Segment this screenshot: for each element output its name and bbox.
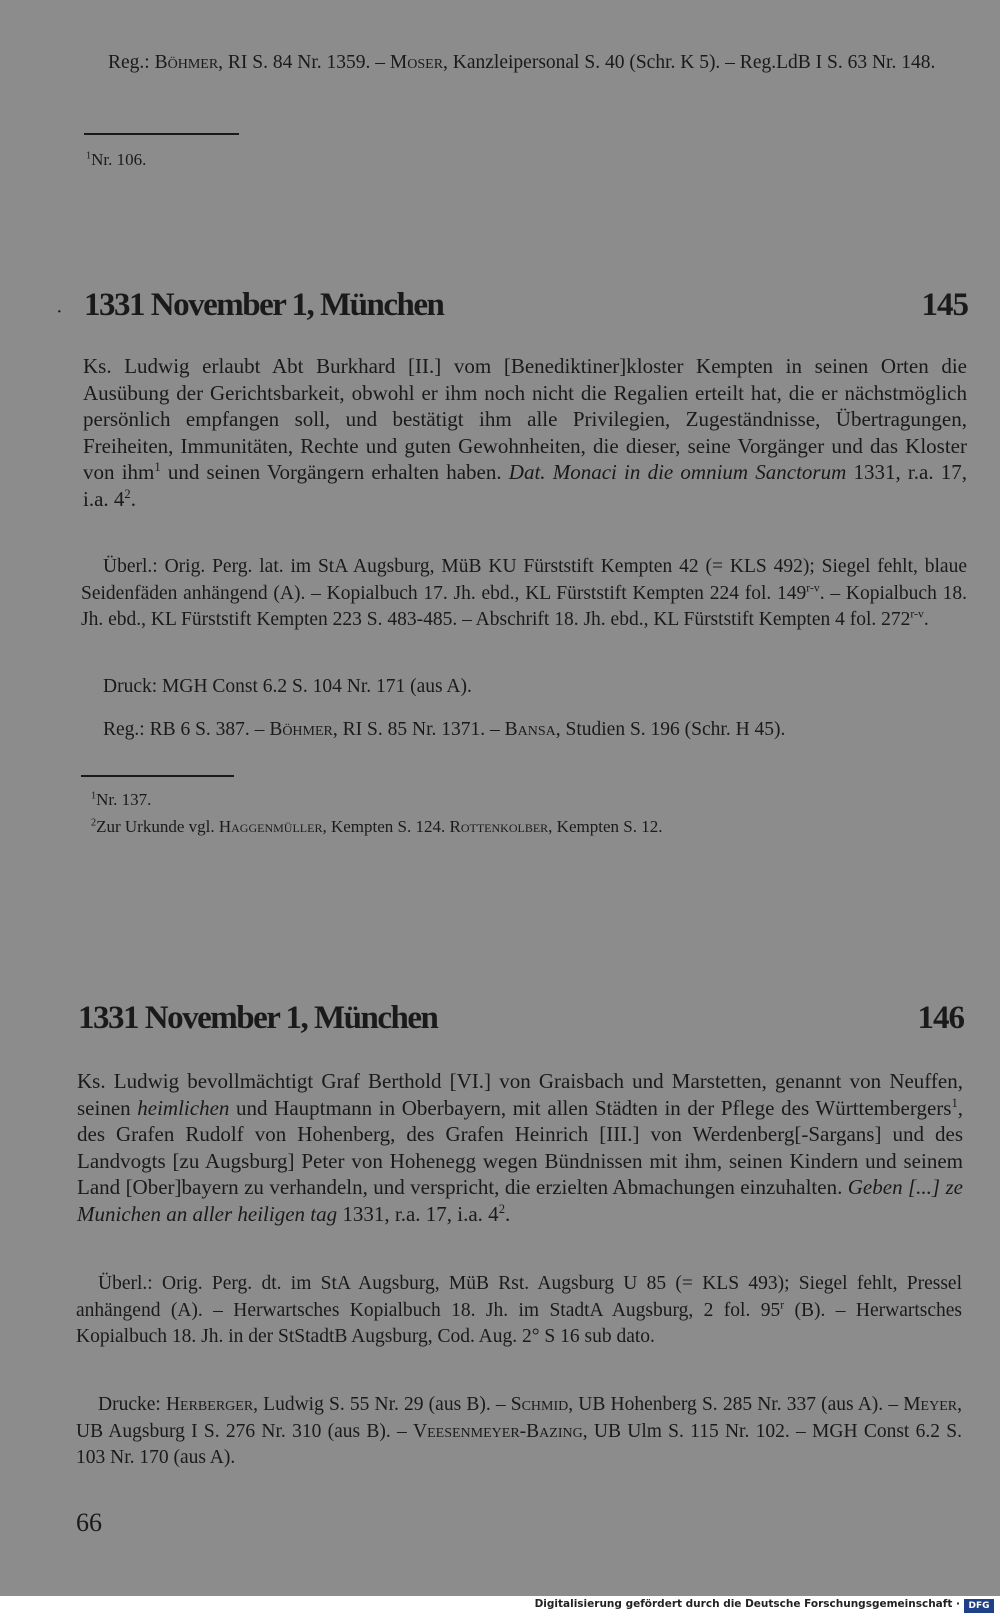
ueberl-text: . <box>923 609 929 630</box>
drucke-text: , Ludwig S. 55 Nr. 29 (aus B). – <box>253 1394 511 1415</box>
doc145-regest <box>103 717 963 744</box>
footer-bar <box>0 1596 1000 1616</box>
footnote-text: , Kempten S. 124. <box>322 817 450 836</box>
drucke-text: , UB Ulm S. 115 Nr. 102. – MGH Const 6.2 S. 103 Nr. 170 (aus A). <box>76 1420 962 1468</box>
doc146-ueberlieferung <box>76 1271 962 1351</box>
drucke-text: , UB Hohenberg S. 285 Nr. 337 (aus A). – <box>568 1394 904 1415</box>
drucke-text: , UB Augsburg I S. 276 Nr. 310 (aus B). – <box>76 1394 962 1442</box>
summary-text: und seinen Vorgängern erhalten haben. <box>160 460 509 484</box>
doc145-summary <box>83 353 967 512</box>
drucke-label: Drucke: <box>98 1394 166 1415</box>
footnote-text: Zur Urkunde vgl. <box>96 817 219 836</box>
author-herberger: Herberger <box>165 1394 254 1415</box>
footnote-mark: 1 <box>91 790 97 802</box>
footnote-mark: 1 <box>86 150 92 162</box>
page-number: 66 <box>76 1508 102 1537</box>
doc145-title: 1331 November 1, München <box>84 287 444 323</box>
doc145-ueberlieferung <box>81 554 967 634</box>
footnote-ref: 2 <box>124 486 131 501</box>
dating-clause: Geben [...] ze Munichen an aller heiligen tag <box>77 1175 963 1226</box>
doc146-summary <box>77 1068 963 1227</box>
folio-sup: r-v <box>910 607 924 621</box>
doc146-drucke <box>76 1392 962 1472</box>
author-meyer: Meyer <box>903 1394 958 1415</box>
footnote-rule <box>84 133 239 135</box>
doc146-title: 1331 November 1, München <box>78 1000 438 1036</box>
footnote-ref: 1 <box>951 1095 958 1110</box>
summary-text: . <box>504 1201 511 1226</box>
doc146-number: 146 <box>917 1000 964 1036</box>
dating-clause: Dat. Monaci in die omnium Sanctorum <box>508 460 847 484</box>
author-boehmer: Böhmer <box>154 52 219 73</box>
top-regest <box>86 50 946 77</box>
doc145-footnote-2 <box>91 815 971 838</box>
ueberl-text: Überl.: Orig. Perg. dt. im StA Augsburg, MüB Rst. Augsburg U 85 (= KLS 493); Siegel fehlt, Pressel anhängend (A). – Herwartsches Kopialbuch 18. Jh. im StadtA Augsburg, 2 fol. 95 <box>76 1273 962 1321</box>
footnote-mark: 2 <box>91 817 97 829</box>
reg-text: Reg.: RB 6 S. 387. – <box>103 719 270 740</box>
doc145-druck: Druck: MGH Const 6.2 S. 104 Nr. 171 (aus A). <box>103 676 472 697</box>
author-veesenmeyer-bazing: Veesenmeyer-Bazing <box>413 1420 583 1442</box>
footnote-text: Nr. 106. <box>91 150 147 169</box>
summary-text: Ks. Ludwig erlaubt Abt Burkhard [II.] vom [Benediktiner]kloster Kempten in seinen Orten die Ausübung der Gerichtsbarkeit, obwohl er ihm noch nicht die Regalien erteilt hat, die er nächstmöglich persönlich empfangen soll, und bestätigt ihm alle Privilegien, Zugeständnisse, Übertragungen, Freiheiten, Immunitäten, Rechte und guten Gewohnheiten, die dieser, seine Vorgänger und das Kloster von ihm <box>83 354 967 484</box>
summary-text: 1331, r.a. 17, i.a. 4 <box>83 460 968 511</box>
folio-sup: r-v <box>806 581 820 594</box>
footnote-ref: 1 <box>154 460 161 474</box>
summary-text: und Hauptmann in Oberbayern, mit allen Städten in der Pflege des Württembergers <box>229 1095 952 1120</box>
author-schmid: Schmid <box>510 1394 569 1415</box>
reg-label: Reg.: <box>108 52 150 73</box>
reg-text: , RI S. 85 Nr. 1371. – <box>332 719 505 740</box>
author-moser: Moser <box>389 52 444 73</box>
quoted-term: heimlichen <box>137 1095 230 1120</box>
funding-note: Digitalisierung gefördert durch die Deutsche Forschungsgemeinschaft · <box>534 1598 960 1610</box>
reg-text: , RI S. 84 Nr. 1359. – <box>218 52 390 73</box>
footnote-rule <box>81 775 234 777</box>
margin-dot: · <box>56 301 63 323</box>
doc145-number: 145 <box>921 287 968 323</box>
author-bansa: Bansa <box>504 719 556 740</box>
summary-text: 1331, r.a. 17, i.a. 4 <box>337 1201 499 1226</box>
reg-text: , Studien S. 196 (Schr. H 45). <box>555 719 786 740</box>
ueberl-text: (B). – Herwartsches Kopialbuch 18. Jh. in der StStadtB Augsburg, Cod. Aug. 2° S 16 sub dato. <box>76 1299 962 1347</box>
author-boehmer: Böhmer <box>269 719 333 740</box>
dfg-logo: DFG <box>964 1599 994 1613</box>
footnote-text: , Kempten S. 12. <box>548 817 663 836</box>
footnote-text: Nr. 137. <box>96 790 152 809</box>
ueberl-text: . – Kopialbuch 18. Jh. ebd., KL Fürststift Kempten 223 S. 483-485. – Abschrift 18. Jh. ebd., KL Fürststift Kempten 4 fol. 272 <box>81 582 967 630</box>
ueberl-text: Überl.: Orig. Perg. lat. im StA Augsburg, MüB KU Fürststift Kempten 42 (= KLS 492); Siegel fehlt, blaue Seidenfäden anhängend (A). – Kopialbuch 17. Jh. ebd., KL Fürststift Kempten 224 fol. 149 <box>81 556 967 604</box>
folio-sup: r <box>780 1298 785 1311</box>
doc145-footnote-1 <box>91 788 951 811</box>
top-footnote <box>86 148 946 171</box>
summary-text: . <box>130 486 136 511</box>
author-rottenkolber: Rottenkolber <box>449 817 549 836</box>
summary-text: Ks. Ludwig bevollmächtigt Graf Berthold [VI.] von Graisbach und Marstetten, genannt von Neuffen, seinen <box>77 1069 963 1120</box>
summary-text: , des Grafen Rudolf von Hohenberg, des Grafen Heinrich [III.] von Werdenberg[-Sargans] und des Landvogts [zu Augsburg] Peter von Hohenegg wegen Bündnissen mit ihm, seinen Kindern und seinem Land [Ober]bayern zu verhandeln, und verspricht, die erzielten Abmachungen einzuhalten. <box>77 1095 963 1199</box>
reg-text: , Kanzleipersonal S. 40 (Schr. K 5). – Reg.LdB I S. 63 Nr. 148. <box>443 52 936 73</box>
author-haggenmueller: Haggenmüller <box>218 817 323 836</box>
footnote-ref: 2 <box>498 1201 505 1216</box>
